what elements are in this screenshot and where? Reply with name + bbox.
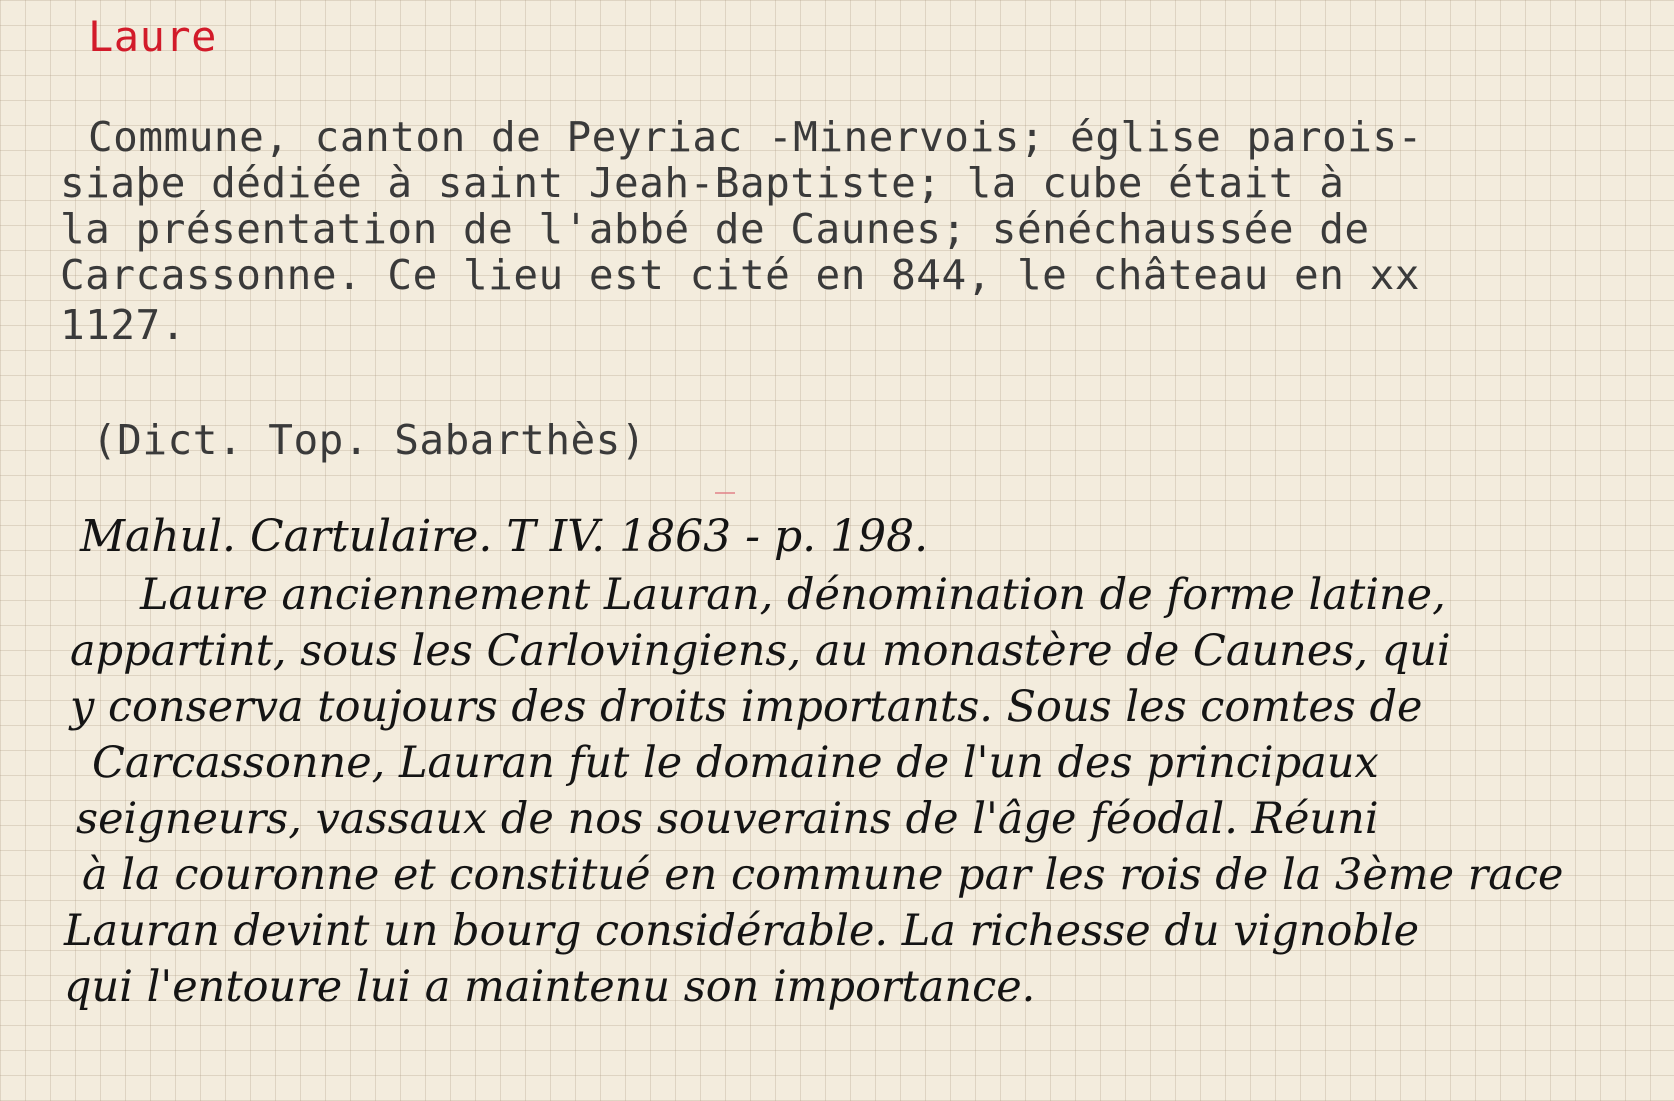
handwritten-line-2: appartint, sous les Carlovingiens, au monastère de Caunes, qui — [70, 626, 1451, 676]
red-ink-mark — [715, 492, 735, 494]
typed-line-3: la présentation de l'abbé de Caunes; sénéchaussée de — [60, 205, 1370, 253]
source-reference: (Dict. Top. Sabarthès) — [92, 416, 647, 464]
handwritten-line-3: y conserva toujours des droits importants. Sous les comtes de — [70, 682, 1423, 732]
handwritten-reference: Mahul. Cartulaire. T IV. 1863 - p. 198. — [80, 511, 929, 562]
typed-line-1: Commune, canton de Peyriac -Minervois; église parois- — [88, 113, 1423, 161]
card-title: Laure — [88, 12, 217, 61]
handwritten-line-1: Laure anciennement Lauran, dénomination de forme latine, — [140, 570, 1446, 620]
handwritten-line-6: à la couronne et constitué en commune par les rois de la 3ème race — [82, 850, 1564, 900]
handwritten-line-7: Lauran devint un bourg considérable. La richesse du vignoble — [64, 906, 1420, 956]
handwritten-line-5: seigneurs, vassaux de nos souverains de l'âge féodal. Réuni — [76, 794, 1379, 844]
typed-line-5: 1127. — [60, 301, 186, 349]
handwritten-line-4: Carcassonne, Lauran fut le domaine de l'un des principaux — [92, 738, 1379, 788]
handwritten-line-8: qui l'entoure lui a maintenu son importance. — [64, 962, 1036, 1012]
typed-line-2: siaþe dédiée à saint Jeah-Baptiste; la cube était à — [60, 159, 1345, 207]
typed-line-4: Carcassonne. Ce lieu est cité en 844, le château en xx — [60, 251, 1420, 299]
